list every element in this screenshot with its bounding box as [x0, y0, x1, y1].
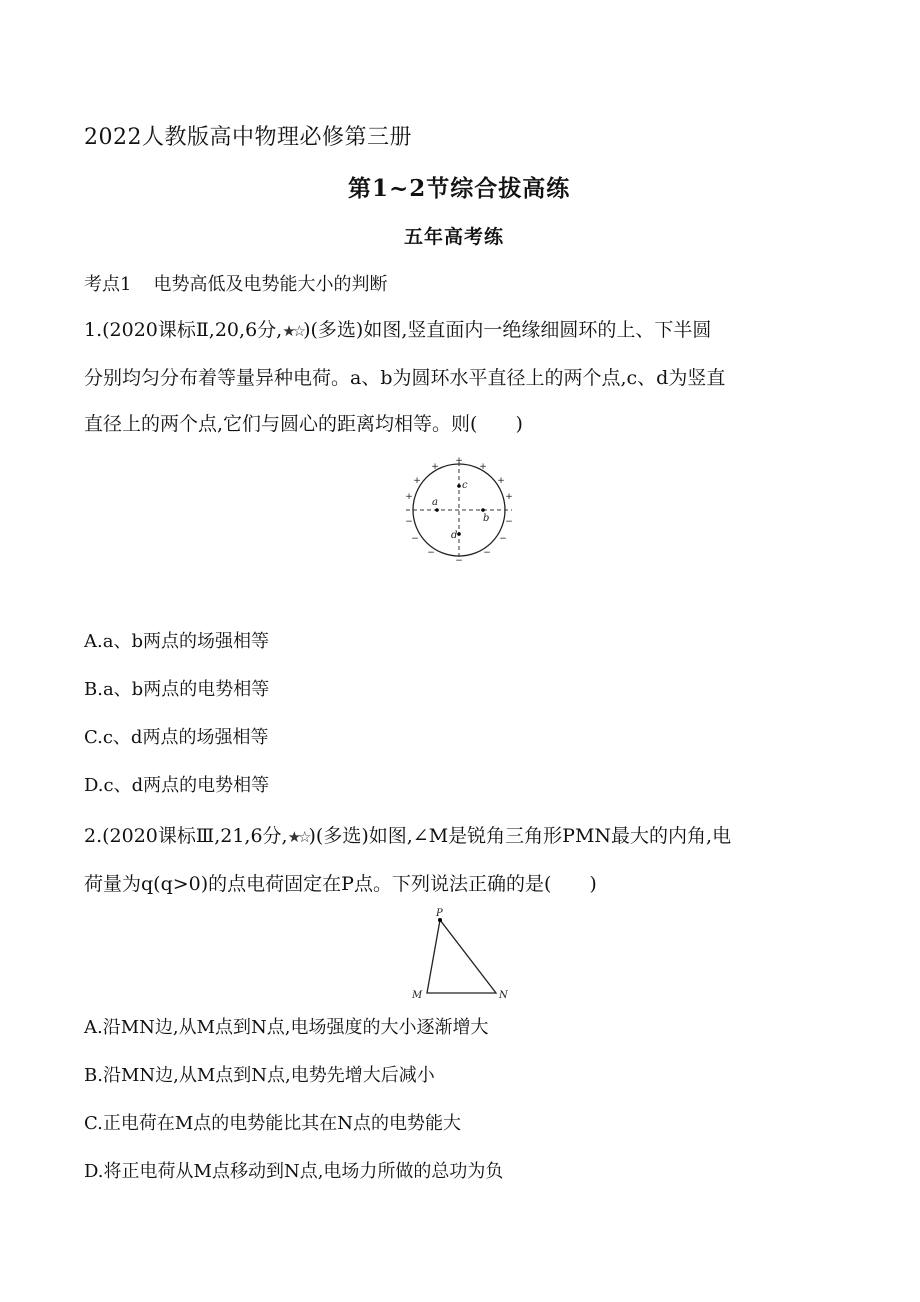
q1-line-1 [84, 318, 711, 343]
charge-plus: + [497, 476, 505, 486]
charge-minus: − [455, 556, 463, 566]
point-b [481, 508, 485, 512]
triangle-pmn [427, 920, 496, 993]
q2-type: )(多选)如图,∠M是锐角三角形PMN最大的内角,电 [308, 825, 732, 847]
q2-option-d: D.将正电荷从M点移动到N点,电场力所做的总功为负 [84, 1161, 504, 1182]
difficulty-stars-icon: ★☆ [282, 322, 304, 340]
charge-minus: − [499, 534, 507, 544]
label-c: c [462, 480, 468, 491]
q2-source: 2.(2020课标Ⅲ,21,6分, [84, 825, 288, 847]
charged-ring-figure [400, 456, 520, 576]
charge-plus: + [413, 476, 421, 486]
q1-option-a: A.a、b两点的场强相等 [84, 631, 269, 652]
triangle-pmn-figure [404, 904, 524, 1004]
label-d: d [451, 530, 458, 541]
q2-line-1 [84, 824, 731, 849]
charge-minus: − [483, 548, 491, 558]
q1-option-d: D.c、d两点的电势相等 [84, 775, 270, 796]
label-a: a [432, 497, 438, 508]
label-m: M [412, 990, 423, 1001]
charge-minus: − [411, 534, 419, 544]
label-n: N [499, 990, 508, 1001]
document-title: 2022人教版高中物理必修第三册 [84, 125, 412, 150]
q1-option-b: B.a、b两点的电势相等 [84, 679, 270, 700]
point-labels [432, 480, 489, 541]
triangle-labels [411, 908, 509, 1001]
q2-line-2: 荷量为q(q>0)的点电荷固定在P点。下列说法正确的是( ) [84, 873, 597, 895]
q1-option-c: C.c、d两点的场强相等 [84, 727, 269, 748]
point-a [435, 508, 439, 512]
section-title: 第1~2节综合拔高练 [348, 175, 571, 202]
charge-plus: + [431, 462, 439, 472]
charge-minus: − [405, 517, 413, 527]
point-d [457, 532, 461, 536]
q2-option-a: A.沿MN边,从M点到N点,电场强度的大小逐渐增大 [84, 1017, 489, 1038]
q2-option-c: C.正电荷在M点的电势能比其在N点的电势能大 [84, 1113, 462, 1134]
topic-heading [84, 270, 387, 296]
charge-minus: − [427, 548, 435, 558]
difficulty-stars-icon: ★☆ [287, 828, 309, 846]
charge-minus: − [505, 517, 513, 527]
charge-plus: + [505, 492, 513, 502]
q1-line-2: 分别均匀分布着等量异种电荷。a、b为圆环水平直径上的两个点,c、d为竖直 [84, 367, 726, 389]
label-b: b [483, 513, 490, 524]
label-p: P [436, 908, 443, 919]
sub-title: 五年高考练 [404, 226, 505, 248]
q1-source: 1.(2020课标Ⅱ,20,6分, [84, 319, 283, 341]
q1-type: )(多选)如图,竖直面内一绝缘细圆环的上、下半圆 [303, 319, 712, 341]
charge-plus: + [479, 462, 487, 472]
q1-line-3: 直径上的两个点,它们与圆心的距离均相等。则( ) [84, 413, 523, 435]
topic-label: 考点1 [84, 274, 132, 295]
charge-plus: + [455, 456, 463, 466]
charge-plus: + [405, 492, 413, 502]
q2-option-b: B.沿MN边,从M点到N点,电势先增大后减小 [84, 1065, 435, 1086]
topic-text: 电势高低及电势能大小的判断 [153, 274, 388, 295]
point-c [457, 484, 461, 488]
